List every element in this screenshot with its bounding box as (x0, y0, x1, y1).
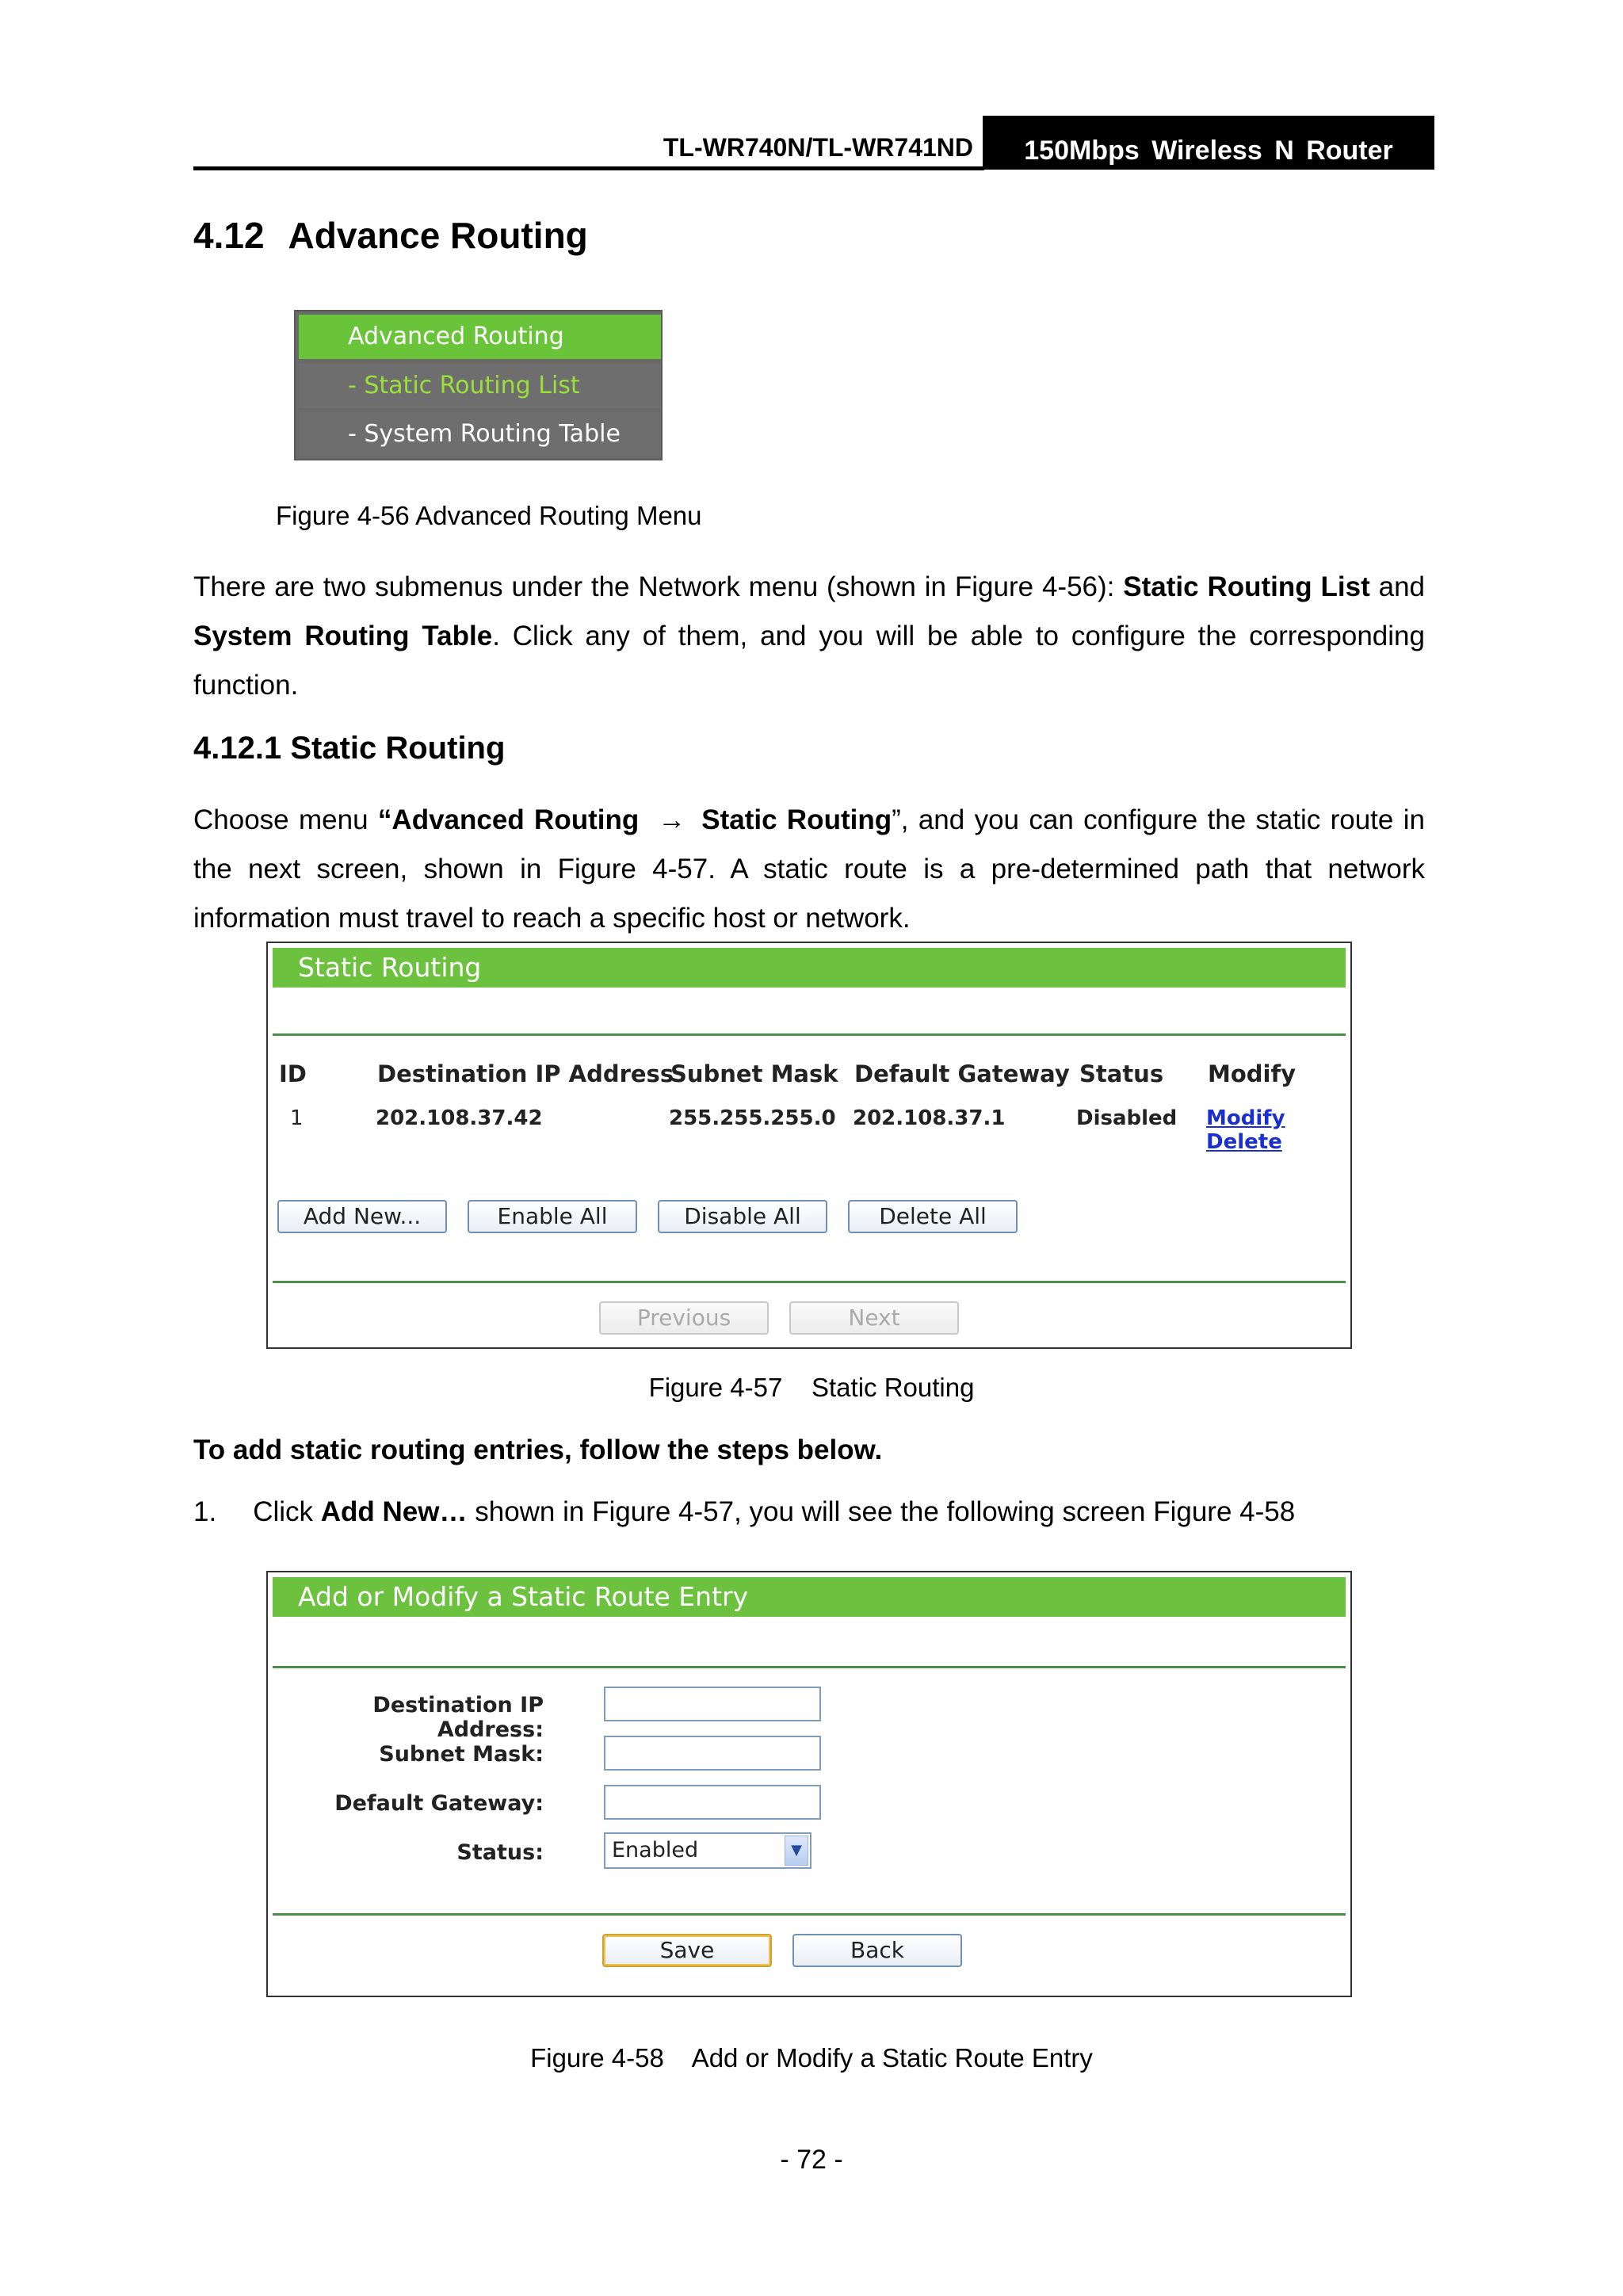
add-modify-route-panel (266, 1571, 1352, 1997)
save-button[interactable]: Save (602, 1934, 772, 1967)
column-header-gateway: Default Gateway (854, 1060, 1070, 1087)
cell-subnet-mask: 255.255.255.0 (669, 1106, 836, 1130)
header-rule (193, 166, 984, 170)
intro-text-3: . Click any of them, and you will be able to configure the corresponding function. (193, 621, 1425, 701)
panel-title-add-modify: Add or Modify a Static Route Entry (273, 1577, 1346, 1617)
document-header-model: TL-WR740N/TL-WR741ND (663, 133, 973, 162)
default-gateway-label: Default Gateway: (334, 1791, 544, 1816)
modify-link[interactable]: Modify (1206, 1106, 1285, 1130)
step-1-text-1: Click (253, 1496, 321, 1527)
page-number: - 72 - (780, 2145, 843, 2175)
status-label: Status: (456, 1840, 544, 1865)
choose-text-2: ”, and you can configure the static route in the next screen, shown in Figure 4-57. A static route is a pre-determined path that network information must travel to reach a specific host or network. (193, 804, 1425, 934)
steps-heading: To add static routing entries, follow the steps below. (193, 1435, 883, 1465)
destination-ip-input[interactable] (604, 1687, 821, 1721)
mask-label-wrap (268, 1739, 544, 1771)
panel-divider (273, 1033, 1346, 1036)
subnet-mask-input[interactable] (604, 1736, 821, 1771)
delete-all-button[interactable]: Delete All (848, 1200, 1018, 1233)
intro-bold-1: Static Routing List (1123, 571, 1370, 602)
arrow-icon: → (658, 804, 686, 835)
panel-divider (273, 1913, 1346, 1916)
subsection-heading: 4.12.1 Static Routing (193, 731, 506, 766)
add-new-button[interactable]: Add New... (277, 1200, 447, 1233)
figure-caption-4-56: Figure 4-56 Advanced Routing Menu (276, 501, 702, 530)
column-header-destination: Destination IP Address (377, 1060, 674, 1087)
cell-gateway: 202.108.37.1 (853, 1106, 1006, 1130)
cell-modify (1206, 1106, 1350, 1154)
panel-divider (273, 1281, 1346, 1283)
figure-caption-4-57: Figure 4-57 Static Routing (648, 1373, 975, 1402)
enable-all-button[interactable]: Enable All (468, 1200, 637, 1233)
static-routing-panel (266, 942, 1352, 1349)
status-select[interactable] (604, 1832, 812, 1869)
cell-id: 1 (290, 1106, 304, 1130)
intro-bold-2: System Routing Table (193, 621, 493, 651)
chevron-down-icon[interactable]: ▼ (785, 1836, 808, 1866)
intro-text-1: There are two submenus under the Network menu (shown in Figure 4-56): (193, 571, 1124, 602)
panel-title-static-routing: Static Routing (273, 948, 1346, 988)
section-number: 4.12 (193, 215, 265, 256)
intro-text-2: and (1369, 571, 1426, 602)
choose-bold-2: Static Routing (701, 804, 892, 835)
advanced-routing-menu (294, 310, 663, 460)
choose-paragraph (193, 796, 1425, 943)
default-gateway-input[interactable] (604, 1785, 821, 1820)
disable-all-button[interactable]: Disable All (658, 1200, 827, 1233)
choose-text-1: Choose menu (193, 804, 378, 835)
cell-status: Disabled (1076, 1106, 1178, 1130)
delete-link[interactable]: Delete (1206, 1130, 1282, 1154)
destination-label-wrap (268, 1690, 544, 1742)
gateway-label-wrap (268, 1788, 544, 1820)
panel-divider (273, 1666, 1346, 1668)
intro-paragraph (193, 563, 1425, 710)
step-1-text-2: shown in Figure 4-57, you will see the following screen Figure 4-58 (467, 1496, 1296, 1527)
status-selected-value: Enabled (612, 1838, 699, 1862)
step-1-bold: Add New… (320, 1496, 468, 1527)
next-button[interactable]: Next (789, 1301, 959, 1335)
section-heading (193, 214, 588, 257)
subnet-mask-label: Subnet Mask: (379, 1742, 544, 1767)
back-button[interactable]: Back (792, 1934, 962, 1967)
menu-item-system-routing-table[interactable]: - System Routing Table (299, 412, 661, 457)
figure-caption-4-58: Figure 4-58 Add or Modify a Static Route Entry (530, 2043, 1093, 2073)
step-1-number: 1. (193, 1496, 217, 1527)
destination-ip-label: Destination IP Address: (372, 1693, 544, 1742)
menu-item-advanced-routing[interactable]: Advanced Routing (299, 315, 661, 359)
column-header-status: Status (1079, 1060, 1164, 1087)
column-header-id: ID (279, 1060, 307, 1087)
section-title: Advance Routing (288, 215, 588, 256)
step-1 (193, 1496, 1295, 1528)
choose-bold-1: “Advanced Routing (377, 804, 640, 835)
column-header-modify: Modify (1208, 1060, 1296, 1087)
menu-item-static-routing-list[interactable]: - Static Routing List (299, 364, 661, 408)
previous-button[interactable]: Previous (599, 1301, 769, 1335)
cell-destination: 202.108.37.42 (376, 1106, 543, 1130)
column-header-subnet-mask: Subnet Mask (670, 1060, 838, 1087)
document-header-product: 150Mbps Wireless N Router (983, 116, 1434, 170)
status-label-wrap (268, 1837, 544, 1869)
